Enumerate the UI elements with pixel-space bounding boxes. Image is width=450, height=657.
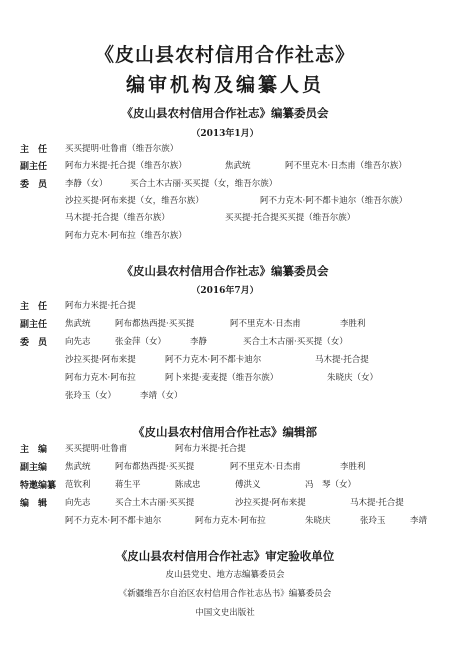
person-name: 张玲玉 xyxy=(360,516,386,526)
section3-row xyxy=(20,496,440,514)
person-name: 焦武统 xyxy=(225,161,251,171)
person-name: 马木提·托合提（维吾尔族） xyxy=(65,213,170,223)
person-name: 买合土木古丽·买买提 xyxy=(115,498,195,508)
section1-row xyxy=(20,159,440,177)
section1-row xyxy=(20,229,440,247)
role-label: 副主任 xyxy=(20,162,48,172)
person-name: 阿布力克木·阿布拉 xyxy=(195,516,266,526)
person-name: 傅洪义 xyxy=(235,480,261,490)
person-name: 阿布力克木·阿布拉（维吾尔族） xyxy=(65,231,187,241)
person-name: 李静 xyxy=(190,337,208,347)
person-name: 沙拉买提·阿布来提 xyxy=(65,355,136,365)
person-name: 蒋生平 xyxy=(115,480,141,490)
person-name: 冯 琴（女） xyxy=(305,480,357,490)
person-name: 李靖 xyxy=(410,516,428,526)
person-name: 阿不力克木·阿不都卡迪尔（维吾尔族） xyxy=(260,196,408,206)
section2-row xyxy=(20,371,440,389)
section3-row xyxy=(20,514,440,532)
person-name: 阿不力克木·阿不都卡迪尔 xyxy=(165,355,262,365)
section2-title: 《皮山县农村信用合作社志》编纂委员会 xyxy=(121,264,329,278)
person-name: 朱晓庆（女） xyxy=(327,373,379,383)
section2-row xyxy=(20,353,440,371)
person-name: 张金萍（女） xyxy=(115,337,167,347)
person-name: 向先志 xyxy=(65,498,91,508)
role-label: 委 员 xyxy=(20,338,48,348)
person-name: 阿不里克木·日杰甫 xyxy=(230,319,301,329)
person-name: 买买提·托合提买买提（维吾尔族） xyxy=(225,213,356,223)
section2-row xyxy=(20,389,440,407)
person-name: 买合土木古丽·买买提（女） xyxy=(243,337,348,347)
role-label: 委 员 xyxy=(20,180,48,190)
section1-row xyxy=(20,177,440,195)
role-label: 主 任 xyxy=(20,302,48,312)
person-name: 范钦利 xyxy=(65,480,91,490)
person-name: 阿布力米提·托合提（维吾尔族） xyxy=(65,161,187,171)
person-name: 沙拉买提·阿布来提 xyxy=(235,498,306,508)
person-name: 焦武统 xyxy=(65,319,91,329)
person-name: 马木提·托合提 xyxy=(315,355,369,365)
person-name: 李静（女） xyxy=(65,179,108,189)
person-name: 李胜利 xyxy=(340,319,366,329)
section1-title: 《皮山县农村信用合作社志》编纂委员会 xyxy=(121,106,329,120)
person-name: 买买提明·吐鲁甫 xyxy=(65,444,128,454)
person-name: 买合土木古丽·买买提（女，维吾尔族） xyxy=(130,179,278,189)
person-name: 张玲玉（女） xyxy=(65,391,117,401)
section3-row xyxy=(20,478,440,496)
role-label: 副主编 xyxy=(20,463,48,473)
section1-row xyxy=(20,211,440,229)
person-name: 阿不力克木·阿不都卡迪尔 xyxy=(65,516,162,526)
person-name: 李靖（女） xyxy=(140,391,183,401)
person-name: 马木提·托合提 xyxy=(350,498,404,508)
main-title: 《皮山县农村信用合作社志》 xyxy=(94,44,355,66)
section2-date: （2016年7月） xyxy=(191,286,259,296)
role-label: 主 编 xyxy=(20,445,48,455)
person-name: 沙拉买提·阿布来提（女，维吾尔族） xyxy=(65,196,204,206)
person-name: 陈成忠 xyxy=(175,480,201,490)
person-name: 阿布力米提·托合提 xyxy=(65,301,136,311)
person-name: 焦武统 xyxy=(65,462,91,472)
section3-row xyxy=(20,460,440,478)
role-label: 副主任 xyxy=(20,320,48,330)
person-name: 阿不里克木·日杰甫（维吾尔族） xyxy=(285,161,407,171)
person-name: 向先志 xyxy=(65,337,91,347)
person-name: 阿布力克木·阿布拉 xyxy=(65,373,136,383)
person-name: 买买提明·吐鲁甫（维吾尔族） xyxy=(65,144,179,154)
section1-date: （2013年1月） xyxy=(191,129,259,139)
section2-row xyxy=(20,299,440,317)
person-name: 阿布都热西提·买买提 xyxy=(115,319,195,329)
role-label: 编 辑 xyxy=(20,499,48,509)
person-name: 李胜利 xyxy=(340,462,366,472)
main-subtitle: 编审机构及编纂人员 xyxy=(125,74,324,96)
role-label: 主 任 xyxy=(20,145,48,155)
person-name: 阿不里克木·日杰甫 xyxy=(230,462,301,472)
section4-title: 《皮山县农村信用合作社志》审定验收单位 xyxy=(115,549,335,563)
person-name: 阿布都热西提·买买提 xyxy=(115,462,195,472)
section2-row xyxy=(20,317,440,335)
person-name: 朱晓庆 xyxy=(305,516,331,526)
section1-row xyxy=(20,194,440,212)
person-name: 阿卜来提·麦麦提（维吾尔族） xyxy=(165,373,279,383)
section3-title: 《皮山县农村信用合作社志》编辑部 xyxy=(133,425,317,439)
section3-row xyxy=(20,442,440,460)
person-name: 阿布力米提·托合提 xyxy=(175,444,246,454)
approval-unit: 《新疆维吾尔自治区农村信用合作社志丛书》编纂委员会 xyxy=(118,589,332,599)
section1-row xyxy=(20,142,440,160)
role-label: 特邀编纂 xyxy=(20,481,57,491)
section2-row xyxy=(20,335,440,353)
approval-unit: 中国文史出版社 xyxy=(195,608,255,618)
approval-unit: 皮山县党史、地方志编纂委员会 xyxy=(165,570,285,580)
